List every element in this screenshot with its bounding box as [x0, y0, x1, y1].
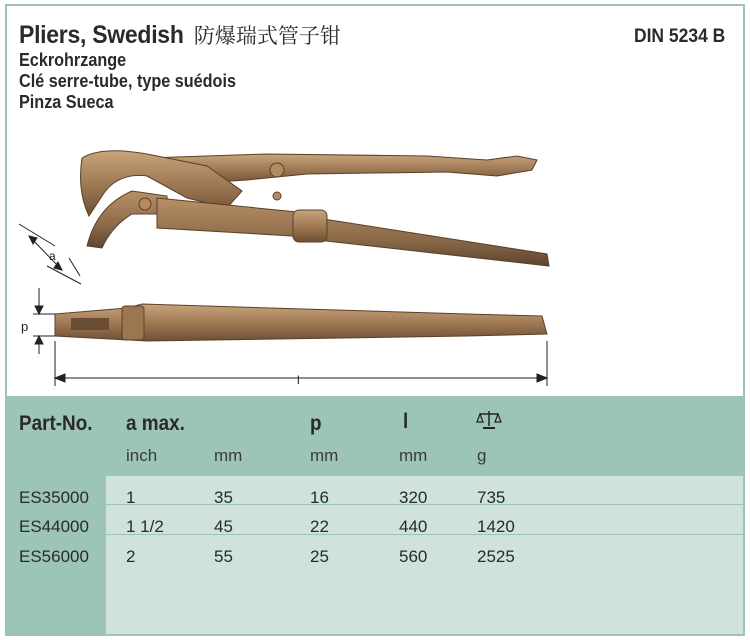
product-sheet: [5, 4, 745, 636]
header-a-max: a max.: [126, 412, 185, 435]
size-p-mm: 22: [310, 517, 329, 536]
size-l-mm: 320: [399, 488, 428, 507]
subtitle-de: Eckrohrzange: [19, 50, 127, 70]
size-p-mm: 25: [310, 547, 329, 566]
size-l-mm: 440: [399, 517, 428, 536]
table-header-bar: [7, 396, 745, 476]
size-a-mm: 55: [214, 547, 233, 566]
product-title-zh: 防爆瑞式管子钳: [193, 25, 341, 48]
weight-g: 735: [477, 488, 506, 507]
din-standard: DIN 5234 B: [633, 26, 725, 47]
product-title: Pliers, Swedish: [19, 21, 184, 49]
dimension-p: [33, 288, 55, 354]
unit-a-mm: mm: [214, 446, 243, 465]
header: [19, 20, 341, 113]
pliers-top-view: [81, 151, 549, 266]
size-a-mm: 35: [214, 488, 233, 507]
size-l-mm: 560: [399, 547, 428, 566]
part-number: ES35000: [19, 488, 89, 507]
header-part-no: Part-No.: [19, 412, 93, 435]
dim-p-label: p: [21, 319, 29, 334]
weight-g: 1420: [477, 517, 515, 536]
unit-g: g: [477, 446, 487, 465]
header-l: l: [403, 410, 409, 433]
size-p-mm: 16: [310, 488, 329, 507]
subtitle-fr: Clé serre-tube, type suédois: [19, 71, 236, 91]
size-inch: 1: [126, 488, 136, 507]
weight-g: 2525: [477, 547, 515, 566]
pliers-drawing: [7, 136, 745, 396]
spec-table: [7, 396, 745, 636]
dim-a-label: a: [49, 249, 56, 263]
unit-p-mm: mm: [310, 446, 339, 465]
part-number: ES56000: [19, 547, 89, 566]
scale-icon: [476, 408, 502, 432]
dim-l-label: l: [297, 373, 300, 387]
unit-inch: inch: [126, 446, 158, 465]
size-inch: 2: [126, 547, 136, 566]
dimension-l: [55, 341, 547, 386]
size-a-mm: 45: [214, 517, 233, 536]
header-p: p: [310, 412, 322, 435]
unit-l-mm: mm: [399, 446, 428, 465]
size-inch: 1 1/2: [126, 517, 164, 536]
part-number: ES44000: [19, 517, 89, 536]
subtitle-es: Pinza Sueca: [19, 92, 114, 112]
title-line: [19, 20, 341, 50]
pliers-side-view: [55, 304, 547, 341]
